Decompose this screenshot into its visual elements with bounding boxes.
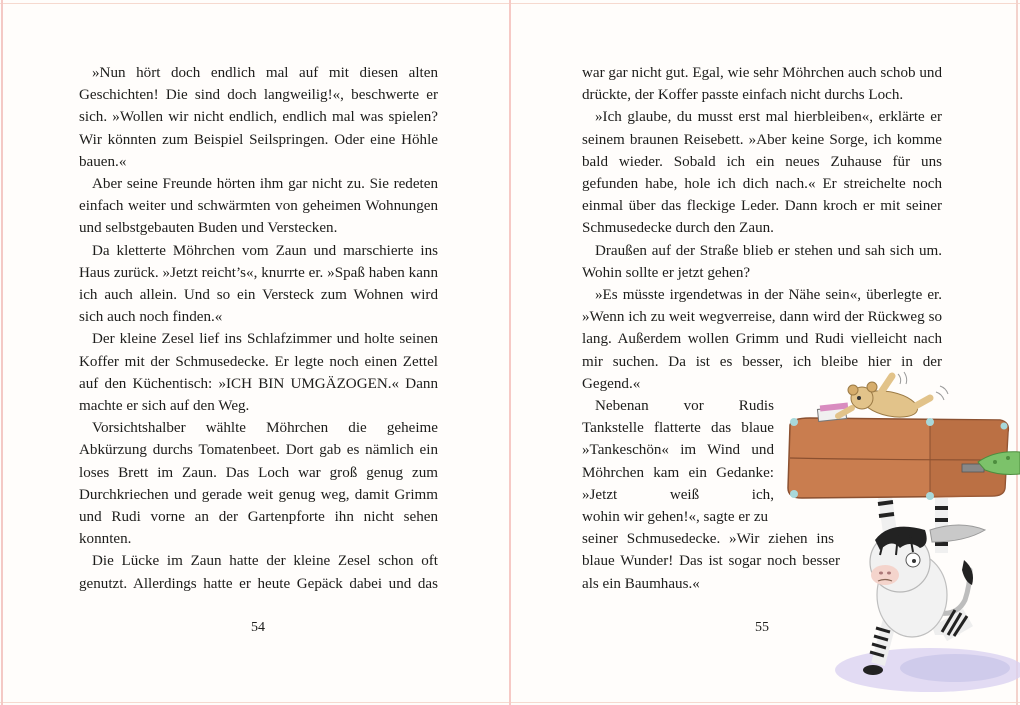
paragraph-line: blaue Wunder! Das ist sogar noch besser [582, 553, 840, 570]
zesel-suitcase-illustration [780, 370, 1020, 705]
paragraph: Vorsichtshalber wählte Möhrchen die geheime Abkürzung durchs Tomatenbeet. Dort gab es nämlich ein loses Brett im Zaun. Das Loch war groß genug zum Durchkriechen und gerade weit genug weg, damit Grimm und Rudi vorne an der Gartenpforte ihn nicht sehen konnten. [79, 420, 438, 548]
paragraph: »Es müsste irgendetwas in der Nähe sein«, überlegte er. »Wenn ich zu weit wegverreise, dann wird der Rückweg so lang. Außerdem wollen Grimm und Rudi vielleicht nach mir suchen. Da ist es besser, ich bleibe hier in der Gegend.« [582, 287, 942, 392]
paragraph: Der kleine Zesel lief ins Schlafzimmer und holte seinen Koffer mit der Schmusedecke. Er legte noch einen Zettel auf den Küchentisch: »ICH BIN UMGÄZOGEN.« Dann machte er sich auf den Weg. [79, 331, 438, 415]
page-edge-left [1, 0, 3, 705]
paragraph: Aber seine Freunde hörten ihm gar nicht zu. Sie redeten einfach weiter und schwärmten von geheimen Wohnungen und selbstgebauten Buden und Verstecken. [79, 176, 438, 237]
teddy-bear [838, 372, 948, 422]
paragraph-line: seiner Schmusedecke. »Wir ziehen ins [582, 531, 834, 548]
page-number-left: 54 [251, 620, 265, 635]
book-gutter [509, 0, 511, 705]
paragraph: »Nun hört doch endlich mal auf mit diesen alten Geschichten! Die sind doch langweilig!«, beschwerte er sich. »Wollen wir nicht endlich, endlich mal was spielen? Wir könnten zum Beispiel Seilspringen. Oder eine Höhle bauen.« [79, 65, 438, 170]
paragraph: Die Lücke im Zaun hatte der kleine Zesel schon oft genutzt. Allerdings hatte er heute Gepäck dabei und das [79, 553, 438, 592]
page-number-right: 55 [755, 620, 769, 635]
paragraph: war gar nicht gut. Egal, wie sehr Möhrchen auch schob und drückte, der Koffer passte einfach nicht durchs Loch. [582, 65, 942, 104]
paragraph: Draußen auf der Straße blieb er stehen und sah sich um. Wohin sollte er jetzt gehen? [582, 242, 942, 281]
paragraph: Da kletterte Möhrchen vom Zaun und marschierte ins Haus zurück. »Jetzt reicht’s«, knurrte er. »Spaß haben kann ich auch allein. Und so ein Versteck zum Wohnen wird sich auch noch finden.« [79, 242, 438, 326]
paragraph-line: als ein Baumhaus.« [582, 575, 700, 592]
paragraph-line: wohin wir gehen!«, sagte er zu [582, 509, 769, 526]
paragraph-narrow-part: Nebenan vor Rudis Tankstelle flatterte das blaue »Tankeschön« im Wind und Möhrchen kam ein Gedanke: »Jetzt weiß ich, [582, 398, 774, 503]
suitcase [788, 418, 1008, 500]
left-page [79, 62, 438, 595]
paragraph: »Ich glaube, du musst erst mal hierbleiben«, erklärte er seinem braunen Reisebett. »Aber keine Sorge, ich komme bald wieder. Sobald ich ein neues Zuhause für uns gefunden habe, hole ich dich nach.« Er streichelte noch einmal über das fleckige Leder. Dann kroch er mit seiner Schmusedecke durch den Zaun. [582, 109, 942, 237]
